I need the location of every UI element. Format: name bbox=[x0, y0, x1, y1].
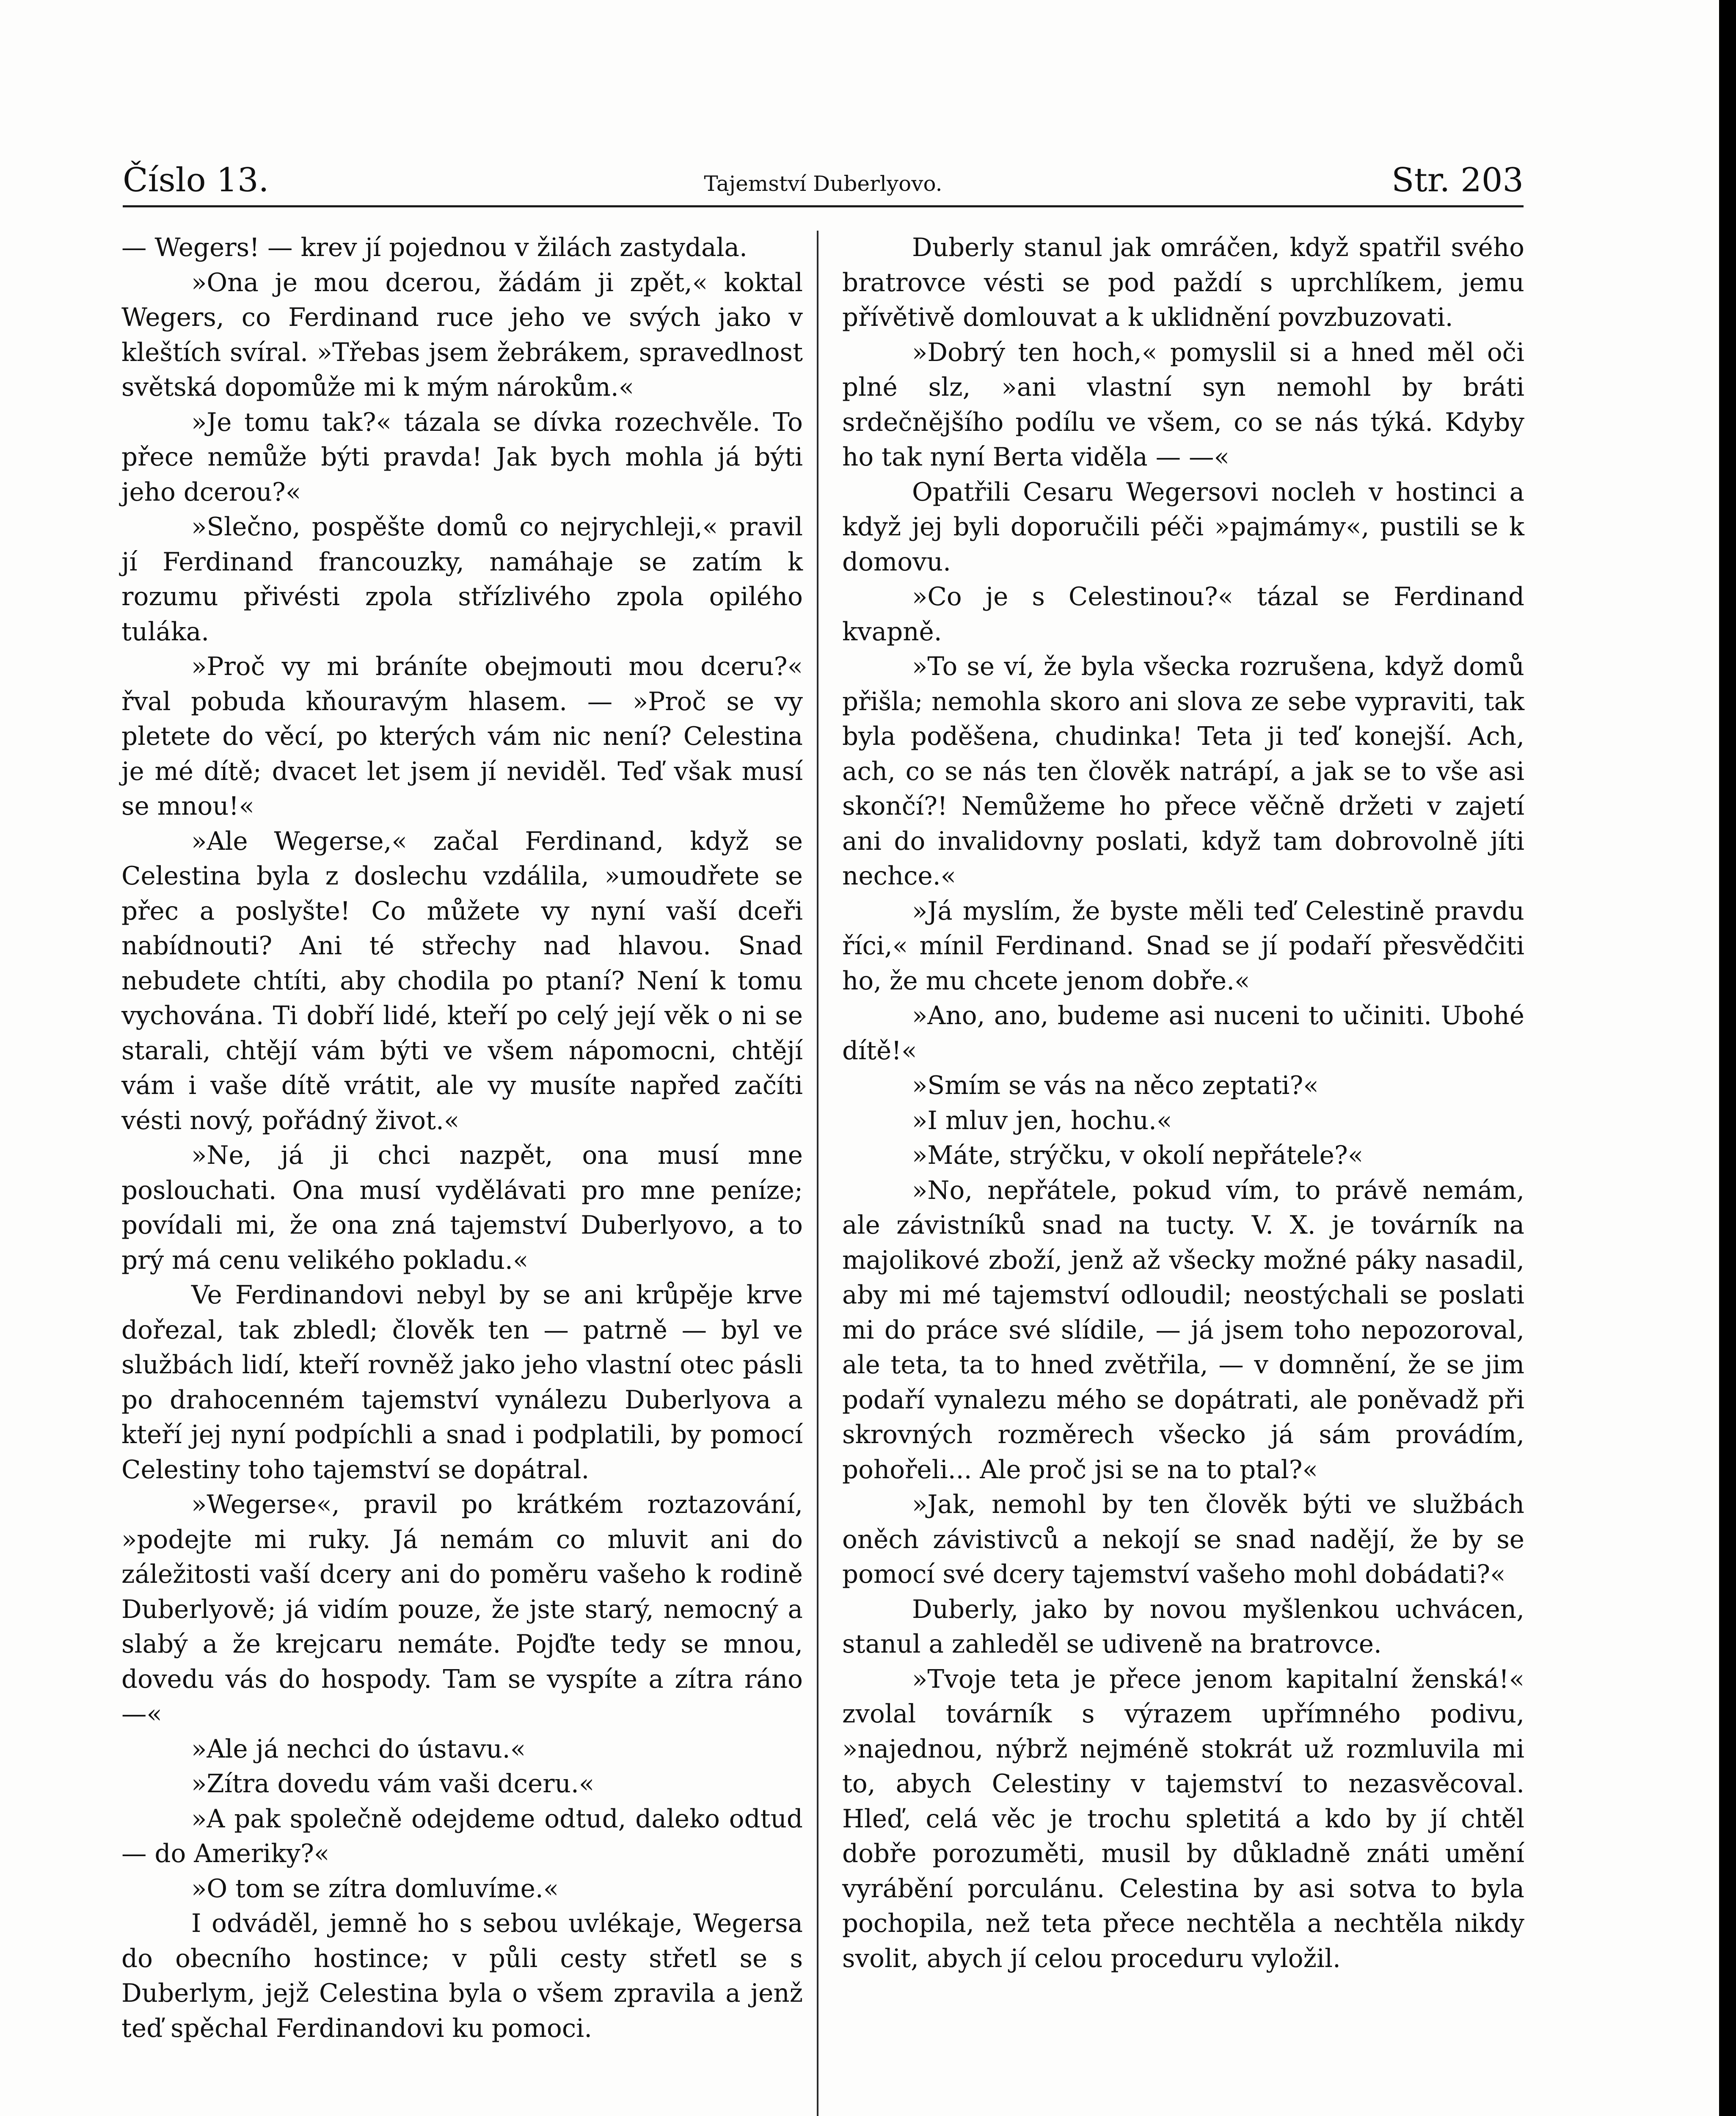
paragraph: »No, nepřátele, pokud vím, to právě nemám, ale závistníků snad na tucty. V. X. je továrník na majolikové zboží, jenž až všecky možné páky nasadil, aby mi mé tajemství odloudil; neostýchali se poslati mi do práce své slídile, — já jsem toho nepozoroval, ale teta, ta to hned zvětřila, — v domnění, že se jim podaří vynalezu mého se dopátrati, ale poněvadž při skrovných rozměrech všecko já sám provádím, pohořeli... Ale proč jsi se na to ptal?« bbox=[842, 1176, 1524, 1485]
scan-border bbox=[1719, 0, 1736, 2116]
paragraph: »Co je s Celestinou?« tázal se Ferdinand kvapně. bbox=[842, 582, 1524, 647]
paragraph: »Ale já nechci do ústavu.« bbox=[191, 1734, 526, 1764]
paragraph: Duberly stanul jak omráčen, když spatřil svého bratrovce vésti se pod paždí s uprchlíkem, jemu přívětivě domlouvat a k uklidnění povzbuzovati. bbox=[842, 233, 1524, 332]
paragraph: »Proč vy mi bráníte obejmouti mou dceru?« řval pobuda kňouravým hlasem. — »Proč se vy pletete do věcí, po kterých vám nic není? Celestina je mé dítě; dvacet let jsem jí neviděl. Teď však musí se mnou!« bbox=[121, 652, 803, 821]
paragraph: I odváděl, jemně ho s sebou uvlékaje, Wegersa do obecního hostince; v půli cesty střetl se s Duberlym, jejž Celestina byla o všem zpravila a jenž teď spěchal Ferdinandovi ku pomoci. bbox=[121, 1909, 803, 2043]
paragraph: Opatřili Cesaru Wegersovi nocleh v hostinci a když jej byli doporučili péči »pajmámy«, pustili se k domovu. bbox=[842, 477, 1524, 577]
paragraph: »I mluv jen, hochu.« bbox=[912, 1106, 1172, 1135]
paragraph: »Je tomu tak?« tázala se dívka rozechvěle. To přece nemůže býti pravda! Jak bych mohla já býti jeho dcerou?« bbox=[121, 408, 803, 507]
paragraph: »Zítra dovedu vám vaši dceru.« bbox=[191, 1769, 595, 1799]
paragraph: »Ona je mou dcerou, žádám ji zpět,« koktal Wegers, co Ferdinand ruce jeho ve svých jako v kleštích svíral. »Třebas jsem žebrákem, spravedlnost světská dopomůže mi k mým nárokům.« bbox=[121, 268, 803, 402]
paragraph: »Smím se vás na něco zeptati?« bbox=[912, 1071, 1319, 1100]
paragraph: »To se ví, že byla všecka rozrušena, když domů přišla; nemohla skoro ani slova ze sebe vypraviti, tak byla poděšena, chudinka! Teta ji teď konejší. Ach, ach, co se nás ten člověk natrápí, a jak se to vše asi skončí?! Nemůžeme ho přece věčně držeti v zajetí ani do invalidovny poslati, když tam dobrovolně jíti nechce.« bbox=[842, 652, 1524, 891]
paragraph: »Tvoje teta je přece jenom kapitalní ženská!« zvolal továrník s výrazem upřímného podivu, »najednou, nýbrž nejméně stokrát už rozmluvila mi to, abych Celestiny v tajemství to nezasvěcoval. Hleď, celá věc je trochu spletitá a kdo by jí chtěl dobře porozuměti, musil by důkladně znáti umění vyrábění porculánu. Celestina by asi sotva to byla pochopila, než teta přece nechtěla a nechtěla nikdy svolit, abych jí celou proceduru vyložil. bbox=[842, 1664, 1524, 1973]
paragraph: »Wegerse«, pravil po krátkém roztazování, »podejte mi ruky. Já nemám co mluvit ani do záležitosti vaší dcery ani do poměru vašeho k rodině Duberlyově; já vidím pouze, že jste starý, nemocný a slabý a že krejcaru nemáte. Pojďte tedy se mnou, dovedu vás do hospody. Tam se vyspíte a zítra ráno —« bbox=[121, 1490, 803, 1729]
paragraph: »Jak, nemohl by ten člověk býti ve službách oněch závistivců a nekojí se snad nadějí, že by se pomocí své dcery tajemství vašeho mohl dobádati?« bbox=[842, 1490, 1524, 1589]
paragraph: »Ano, ano, budeme asi nuceni to učiniti. Ubohé dítě!« bbox=[842, 1001, 1524, 1066]
paragraph: »Slečno, pospěšte domů co nejrychleji,« pravil jí Ferdinand francouzky, namáhaje se zatím k rozumu přivésti zpola střízlivého zpola opilého tuláka. bbox=[121, 512, 803, 647]
left-column bbox=[121, 231, 803, 2046]
paragraph: »Máte, strýčku, v okolí nepřátele?« bbox=[912, 1141, 1364, 1170]
running-header bbox=[123, 159, 1524, 207]
paragraph: »A pak společně odejdeme odtud, daleko odtud — do Ameriky?« bbox=[121, 1804, 803, 1868]
issue-number: Číslo 13. bbox=[123, 161, 269, 199]
paragraph: Ve Ferdinandovi nebyl by se ani krůpěje krve dořezal, tak zbledl; člověk ten — patrně — byl ve službách lidí, kteří rovněž jako jeho vlastní otec pásli po drahocenném tajemství vynálezu Duberlyova a kteří jej nyní podpíchli a snad i podplatili, by pomocí Celestiny toho tajemství se dopátral. bbox=[121, 1281, 803, 1485]
paragraph: »Ale Wegerse,« začal Ferdinand, když se Celestina byla z doslechu vzdálila, »umoudřete se přec a poslyšte! Co můžete vy nyní vaší dceři nabídnouti? Ani té střechy nad hlavou. Snad nebudete chtíti, aby chodila po ptaní? Není k tomu vychována. Ti dobří lidé, kteří po celý její věk o ni se starali, chtějí vám býti ve všem nápomocni, chtějí vám i vaše dítě vrátit, ale vy musíte napřed začíti vésti nový, pořádný život.« bbox=[121, 827, 803, 1135]
page-number: Str. 203 bbox=[1392, 161, 1524, 199]
paragraph: »Já myslím, že byste měli teď Celestině pravdu říci,« mínil Ferdinand. Snad se jí podaří přesvědčiti ho, že mu chcete jenom dobře.« bbox=[842, 896, 1524, 996]
paragraph: »O tom se zítra domluvíme.« bbox=[191, 1874, 559, 1904]
paragraph: »Dobrý ten hoch,« pomyslil si a hned měl oči plné slz, »ani vlastní syn nemohl by bráti srdečnějšího podílu ve všem, co se nás týká. Kdyby ho tak nyní Berta viděla — —« bbox=[842, 338, 1524, 472]
running-title: Tajemství Duberlyovo. bbox=[704, 171, 942, 196]
right-column bbox=[842, 231, 1524, 1976]
paragraph: Duberly, jako by novou myšlenkou uchvácen, stanul a zahleděl se udiveně na bratrovce. bbox=[842, 1595, 1524, 1659]
column-divider bbox=[817, 231, 818, 2116]
paragraph: — Wegers! — krev jí pojednou v žilách zastydala. bbox=[121, 233, 747, 262]
paragraph: »Ne, já ji chci nazpět, ona musí mne poslouchati. Ona musí vydělávati pro mne peníze; povídali mi, že ona zná tajemství Duberlyovo, a to prý má cenu velikého pokladu.« bbox=[121, 1141, 803, 1275]
